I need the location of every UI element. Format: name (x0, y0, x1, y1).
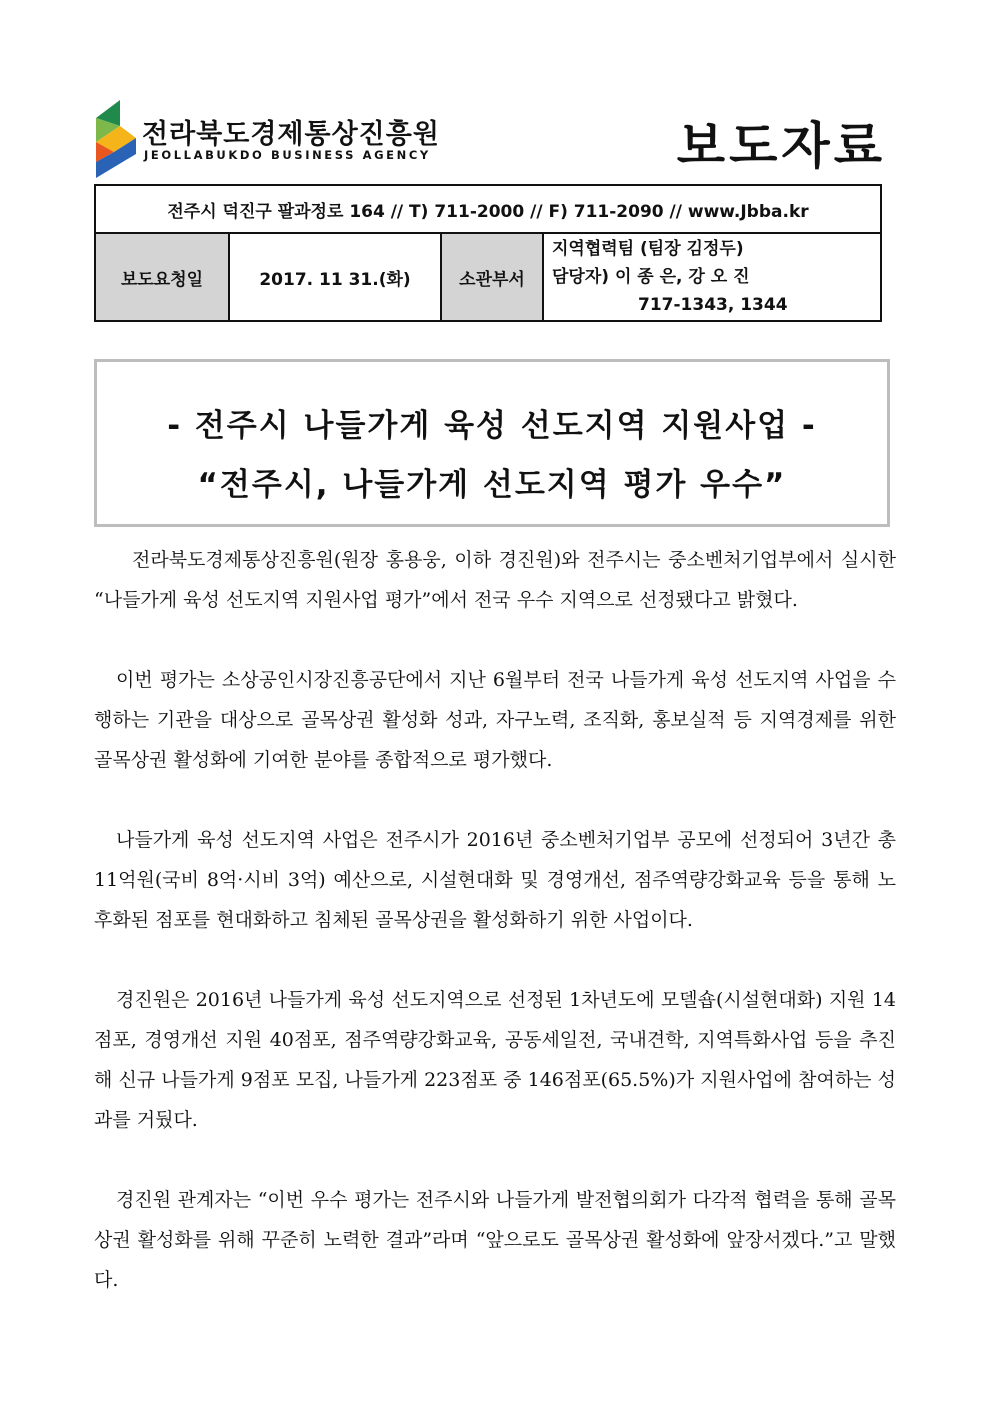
letterhead (92, 92, 892, 184)
department-label: 소관부서 (441, 233, 543, 321)
headline-title: “전주시, 나들가게 선도지역 평가 우수” (197, 467, 787, 503)
paragraph: 경진원은 2016년 나들가게 육성 선도지역으로 선정된 1차년도에 모델숍(시설현대화) 지원 14점포, 경영개선 지원 40점포, 점주역량강화교육, 공동세일전, 국내견학, 지역특화사업 등을 추진해 신규 나들가게 9점포 모집, 나들가게 223점포 중 146점포(65.5%)가 지원사업에 참여하는 성과를 거뒀다. (94, 989, 896, 1131)
document-type-heading: 보도자료 (676, 117, 886, 175)
contact-phone: 717-1343, 1344 (638, 295, 788, 315)
org-name-korean: 전라북도경제통상진흥원 (142, 119, 440, 150)
contact-person: 담당자) 이 종 은, 강 오 진 (552, 267, 750, 287)
paragraph: 전라북도경제통상진흥원(원장 홍용웅, 이하 경진원)와 전주시는 중소벤처기업부에서 실시한 “나들가게 육성 선도지역 지원사업 평가”에서 전국 우수 지역으로 선정됐다고 밝혔다. (94, 549, 896, 611)
agency-logo-icon (92, 96, 138, 180)
department-contact (543, 233, 881, 321)
contact-address-line: 전주시 덕진구 팔과정로 164 // T) 711-2000 // F) 711-2090 // www.Jbba.kr (95, 185, 881, 233)
headline-box (94, 359, 890, 527)
department-team: 지역협력팀 (팀장 김정두) (552, 239, 744, 259)
paragraph: 나들가게 육성 선도지역 사업은 전주시가 2016년 중소벤처기업부 공모에 선정되어 3년간 총 11억원(국비 8억·시비 3억) 예산으로, 시설현대화 및 경영개선, 점주역량강화교육 등을 통해 노후화된 점포를 현대화하고 침체된 골목상권을 활성화하기 위한 사업이다. (94, 829, 896, 931)
request-date-label: 보도요청일 (95, 233, 229, 321)
article-body (94, 540, 896, 1340)
org-name-english: JEOLLABUKDO BUSINESS AGENCY (144, 148, 431, 162)
request-date-value: 2017. 11 31.(화) (229, 233, 441, 321)
paragraph: 경진원 관계자는 “이번 우수 평가는 전주시와 나들가게 발전협의회가 다각적 협력을 통해 골목상권 활성화를 위해 꾸준히 노력한 결과”라며 “앞으로도 골목상권 활성화에 앞장서겠다.”고 말했다. (94, 1189, 896, 1291)
headline-subtitle: - 전주시 나들가게 육성 선도지역 지원사업 - (167, 408, 817, 444)
paragraph: 이번 평가는 소상공인시장진흥공단에서 지난 6월부터 전국 나들가게 육성 선도지역 사업을 수행하는 기관을 대상으로 골목상권 활성화 성과, 자구노력, 조직화, 홍보실적 등 지역경제를 위한 골목상권 활성화에 기여한 분야를 종합적으로 평가했다. (94, 669, 896, 771)
press-info-table (94, 184, 882, 322)
